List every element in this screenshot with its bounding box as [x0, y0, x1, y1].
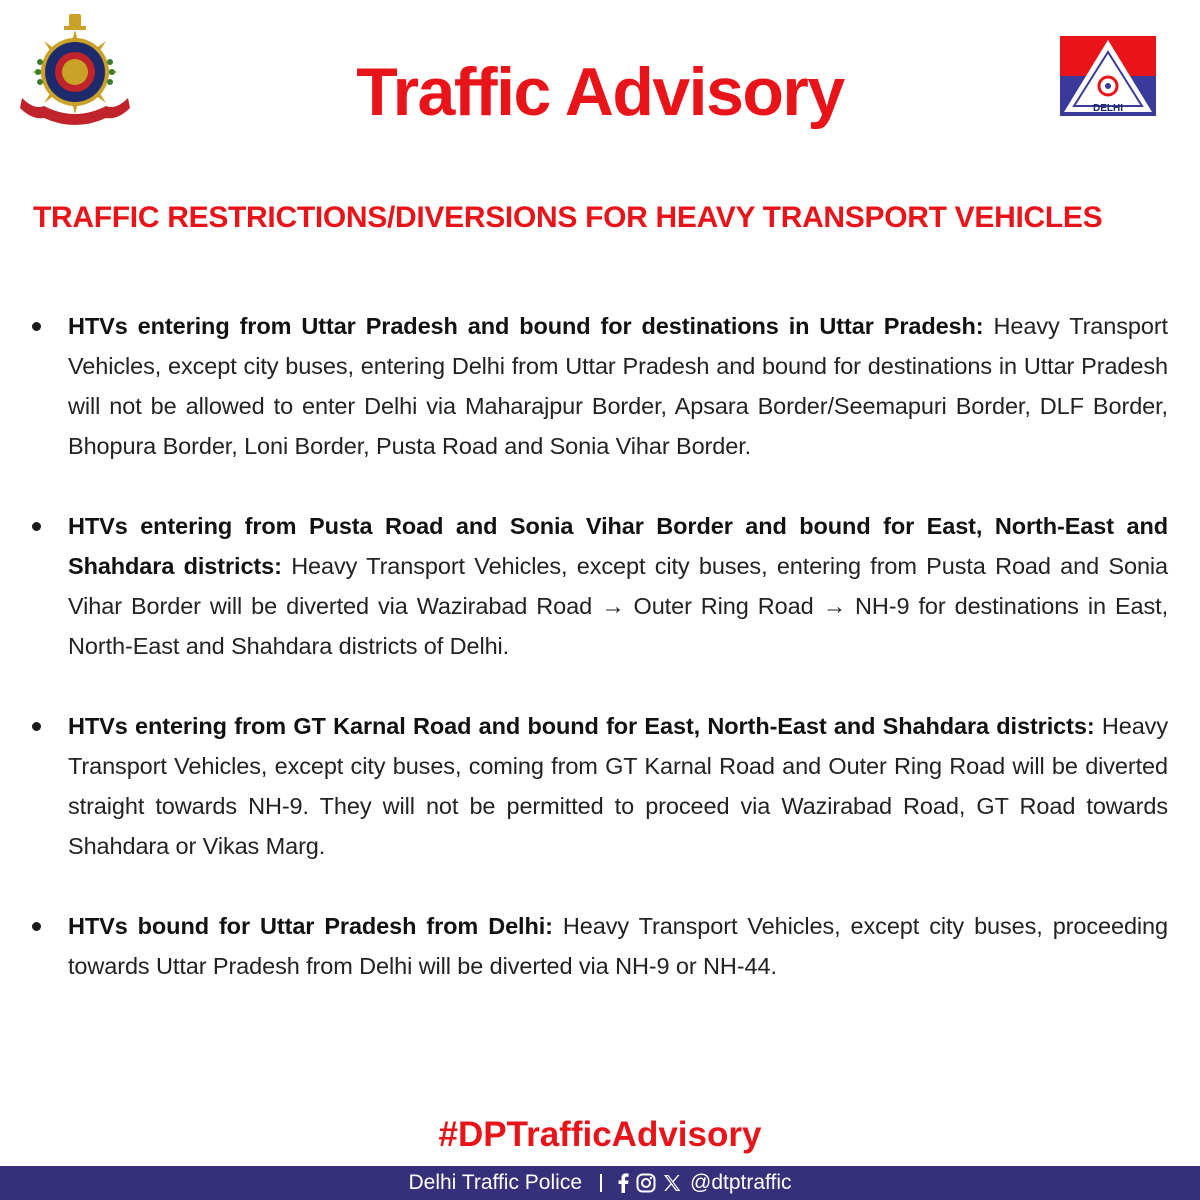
page-title: Traffic Advisory — [356, 54, 844, 130]
list-item — [28, 906, 1168, 986]
item-body: Heavy Transport Vehicles, except city buses, entering Delhi from Uttar Pradesh and bound for destinations in Uttar Pradesh will not be allowed to enter Delhi via Maharajpur Border, Apsara Border/Seemapuri Border, DLF Border, Bhopura Border, Loni Border, Pusta Road and Sonia Vihar Border. — [68, 313, 1168, 459]
item-body: Heavy Transport Vehicles, except city buses, coming from GT Karnal Road and Outer Ring Road will be diverted straight towards NH-9. They will not be permitted to proceed via Wazirabad Road, GT Road towards Shahdara or Vikas Marg. — [68, 713, 1168, 859]
item-body: Heavy Transport Vehicles, except city buses, entering from Pusta Road and Sonia Vihar Border will be diverted via Wazirabad Road → Outer Ring Road → NH-9 for destinations in East, North-East and Shahdara districts of Delhi. — [68, 553, 1169, 659]
item-text — [68, 706, 1168, 866]
bullet-icon — [32, 722, 41, 731]
x-icon[interactable] — [662, 1173, 682, 1193]
header — [0, 0, 1200, 160]
footer — [0, 1166, 1200, 1200]
item-text — [68, 506, 1168, 666]
footer-org-name: Delhi Traffic Police — [408, 1171, 583, 1194]
list-item — [28, 506, 1168, 666]
svg-text:DELHI: DELHI — [1093, 103, 1123, 114]
instagram-icon[interactable] — [636, 1173, 656, 1193]
facebook-icon[interactable] — [616, 1173, 630, 1193]
item-text — [68, 306, 1168, 466]
item-body: Heavy Transport Vehicles, except city buses, proceeding towards Uttar Pradesh from Delhi will be diverted via NH-9 or NH-44. — [68, 913, 1168, 979]
bullet-icon — [32, 522, 41, 531]
traffic-police-delhi-logo-icon — [1060, 36, 1156, 116]
footer-handle[interactable]: @dtptraffic — [690, 1171, 792, 1194]
item-lead: HTVs bound for Uttar Pradesh from Delhi: — [68, 913, 553, 939]
advisory-list — [28, 306, 1168, 1026]
section-heading: TRAFFIC RESTRICTIONS/DIVERSIONS FOR HEAVY TRANSPORT VEHICLES — [33, 201, 1103, 234]
list-item — [28, 706, 1168, 866]
footer-divider — [600, 1174, 602, 1192]
list-item — [28, 306, 1168, 466]
bullet-icon — [32, 322, 41, 331]
item-lead: HTVs entering from Uttar Pradesh and bound for destinations in Uttar Pradesh: — [68, 313, 984, 339]
social-icons — [616, 1173, 682, 1193]
hashtag[interactable]: #DPTrafficAdvisory — [438, 1115, 762, 1154]
item-lead: HTVs entering from GT Karnal Road and bound for East, North-East and Shahdara districts: — [68, 713, 1095, 739]
bullet-icon — [32, 922, 41, 931]
item-text — [68, 906, 1168, 986]
item-lead: HTVs entering from Pusta Road and Sonia Vihar Border and bound for East, North-East and Shahdara districts: — [68, 513, 1168, 579]
